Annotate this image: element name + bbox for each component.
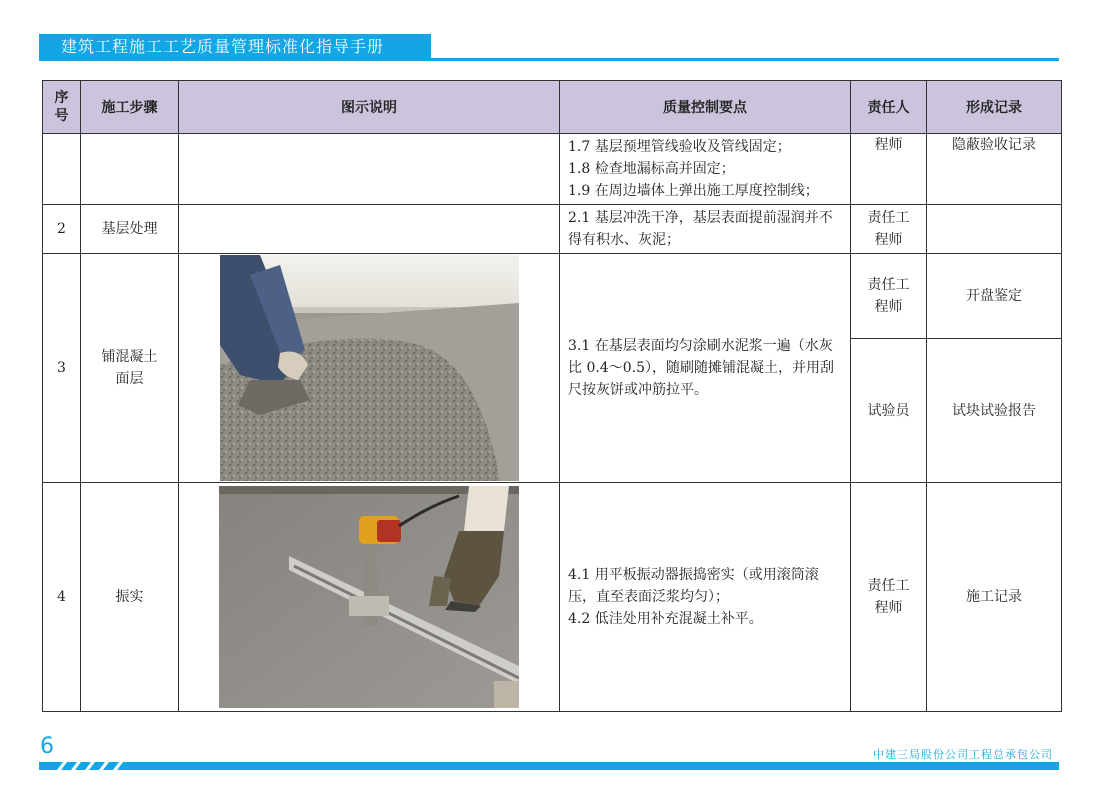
- row-illustration: [179, 134, 560, 205]
- header-rule: [39, 58, 1059, 61]
- qc-item: 2.1 基层冲洗干净，基层表面提前湿润并不得有积水、灰泥；: [568, 210, 833, 248]
- row-qc-points: [560, 254, 851, 483]
- col-header-record: 形成记录: [927, 81, 1062, 134]
- quality-control-table: [42, 80, 1062, 712]
- footer-stripe: [39, 762, 1059, 770]
- row-person: 程师: [851, 134, 927, 205]
- row-no: [43, 134, 81, 205]
- row-step: 基层处理: [81, 205, 179, 254]
- table-row: [43, 483, 1062, 712]
- row-person: 责任工程师: [851, 483, 927, 712]
- concrete-screeding-photo: [220, 255, 519, 481]
- row-illustration: [179, 205, 560, 254]
- row-record: 隐蔽验收记录: [927, 134, 1062, 205]
- col-header-illustration: 图示说明: [179, 81, 560, 134]
- row-person-b: 试验员: [851, 339, 927, 483]
- col-header-step: 施工步骤: [81, 81, 179, 134]
- row-no: 2: [43, 205, 81, 254]
- row-qc-points: [560, 483, 851, 712]
- qc-item: 4.2 低洼处用补充混凝土补平。: [568, 611, 763, 627]
- row-record: [927, 205, 1062, 254]
- table-header-row: [43, 81, 1062, 134]
- row-no: 3: [43, 254, 81, 483]
- col-header-no: 序号: [43, 81, 81, 134]
- row-step: 振实: [81, 483, 179, 712]
- row-record: 施工记录: [927, 483, 1062, 712]
- row-record-b: 试块试验报告: [927, 339, 1062, 483]
- plate-vibrator-photo: [219, 486, 519, 708]
- qc-item: 4.1 用平板振动器振捣密实（或用滚筒滚压，直至表面泛浆均匀）；: [568, 567, 819, 605]
- qc-item: 1.8 检查地漏标高并固定；: [568, 161, 735, 177]
- document-title: 建筑工程施工工艺质量管理标准化指导手册: [39, 34, 431, 60]
- row-person-a: 责任工程师: [851, 254, 927, 339]
- col-header-person: 责任人: [851, 81, 927, 134]
- table-row: [43, 205, 1062, 254]
- qc-item: 1.9 在周边墙体上弹出施工厚度控制线；: [568, 183, 819, 199]
- row-no: 4: [43, 483, 81, 712]
- qc-item: 1.7 基层预埋管线验收及管线固定；: [568, 139, 791, 155]
- row-illustration: [179, 483, 560, 712]
- page-number: 6: [40, 734, 54, 759]
- row-step: [81, 134, 179, 205]
- qc-item: 3.1 在基层表面均匀涂刷水泥浆一遍（水灰比 0.4～0.5），随刷随摊铺混凝土，并用刮尺按灰饼或冲筋拉平。: [568, 338, 834, 398]
- col-header-qc-points: 质量控制要点: [560, 81, 851, 134]
- row-qc-points: [560, 134, 851, 205]
- table-row: [43, 254, 1062, 339]
- row-step: 铺混凝土面层: [81, 254, 179, 483]
- table-row: [43, 134, 1062, 205]
- row-illustration: [179, 254, 560, 483]
- row-record-a: 开盘鉴定: [927, 254, 1062, 339]
- row-qc-points: [560, 205, 851, 254]
- company-name: 中建三局股份公司工程总承包公司: [873, 748, 1053, 761]
- header-banner: [39, 34, 1059, 62]
- row-person: 责任工程师: [851, 205, 927, 254]
